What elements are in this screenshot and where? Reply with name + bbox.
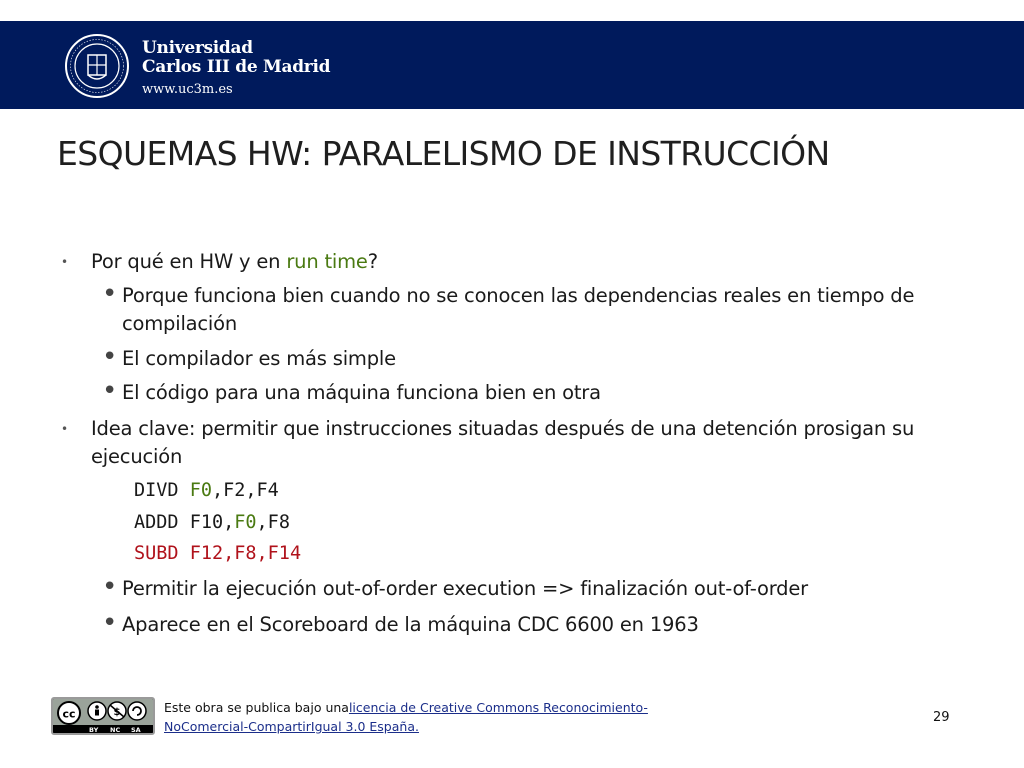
bullet-1-sub-2: El compilador es más simple <box>122 347 396 370</box>
code-opcode: DIVD <box>134 480 179 501</box>
code-line-subd <box>134 540 301 568</box>
cc-label-by: BY <box>89 726 99 734</box>
cc-badge-top <box>53 699 153 725</box>
university-name-line1: Universidad <box>142 38 253 58</box>
code-line-addd <box>134 509 290 537</box>
sub-bullet-marker: • <box>102 342 118 372</box>
svg-text:$: $ <box>113 707 121 718</box>
header-bar <box>0 21 1024 109</box>
sub-bullet-marker: • <box>102 279 118 309</box>
university-name <box>142 39 330 100</box>
sub-bullet-marker: • <box>102 376 118 406</box>
bullet-marker: • <box>61 422 69 436</box>
bullet-marker: • <box>61 255 69 269</box>
cc-label-sa: SA <box>131 726 141 734</box>
bullet-1-sub-1-cont: compilación <box>122 312 238 335</box>
page-number: 29 <box>933 710 950 725</box>
creative-commons-by-nc-sa-icon[interactable] <box>51 697 155 735</box>
sub-bullet-marker: • <box>102 608 118 638</box>
svg-text:cc: cc <box>62 707 76 721</box>
university-name-line2: Carlos III de Madrid <box>142 57 331 77</box>
cc-badge-labels <box>53 725 153 735</box>
bullet-1-text <box>91 248 378 276</box>
bullet-2-sub-1: Permitir la ejecución out-of-order execution => finalización out-of-order <box>122 577 808 600</box>
code-opcode: ADDD <box>134 512 179 533</box>
license-text <box>164 698 648 736</box>
sub-bullet-marker: • <box>102 572 118 602</box>
bullet-2-sub-2: Aparece en el Scoreboard de la máquina CDC 6600 en 1963 <box>122 613 699 636</box>
license-prefix: Este obra se publica bajo una <box>164 700 349 715</box>
code-register: F0 <box>234 512 257 533</box>
bullet-1-prefix: Por qué en HW y en <box>91 250 287 273</box>
code-line-divd <box>134 477 279 505</box>
cc-symbols-icon <box>53 699 153 725</box>
license-link-line1[interactable]: licencia de Creative Commons Reconocimiento- <box>348 700 648 715</box>
cc-label-nc: NC <box>110 726 121 734</box>
university-website[interactable]: www.uc3m.es <box>142 82 233 97</box>
bullet-1-sub-1: Porque funciona bien cuando no se conocen las dependencias reales en tiempo de <box>122 284 915 307</box>
university-seal-icon <box>64 33 130 99</box>
code-operands: F12,F8,F14 <box>189 543 302 564</box>
slide-title: ESQUEMAS HW: PARALELISMO DE INSTRUCCIÓN <box>57 134 830 173</box>
code-register: F0 <box>189 480 212 501</box>
bullet-1-sub-3: El código para una máquina funciona bien en otra <box>122 381 601 404</box>
code-operands: F10, <box>189 512 235 533</box>
bullet-2-line-1: Idea clave: permitir que instrucciones situadas después de una detención prosigan su <box>91 417 915 440</box>
license-link-line2[interactable]: NoComercial-CompartirIgual 3.0 España. <box>164 719 419 734</box>
bullet-1-suffix: ? <box>367 250 378 273</box>
code-operands: ,F2,F4 <box>211 480 279 501</box>
bullet-1-highlight: run time <box>286 250 368 273</box>
code-operands: ,F8 <box>256 512 290 533</box>
bullet-2-line-2: ejecución <box>91 445 183 468</box>
code-opcode: SUBD <box>134 543 179 564</box>
